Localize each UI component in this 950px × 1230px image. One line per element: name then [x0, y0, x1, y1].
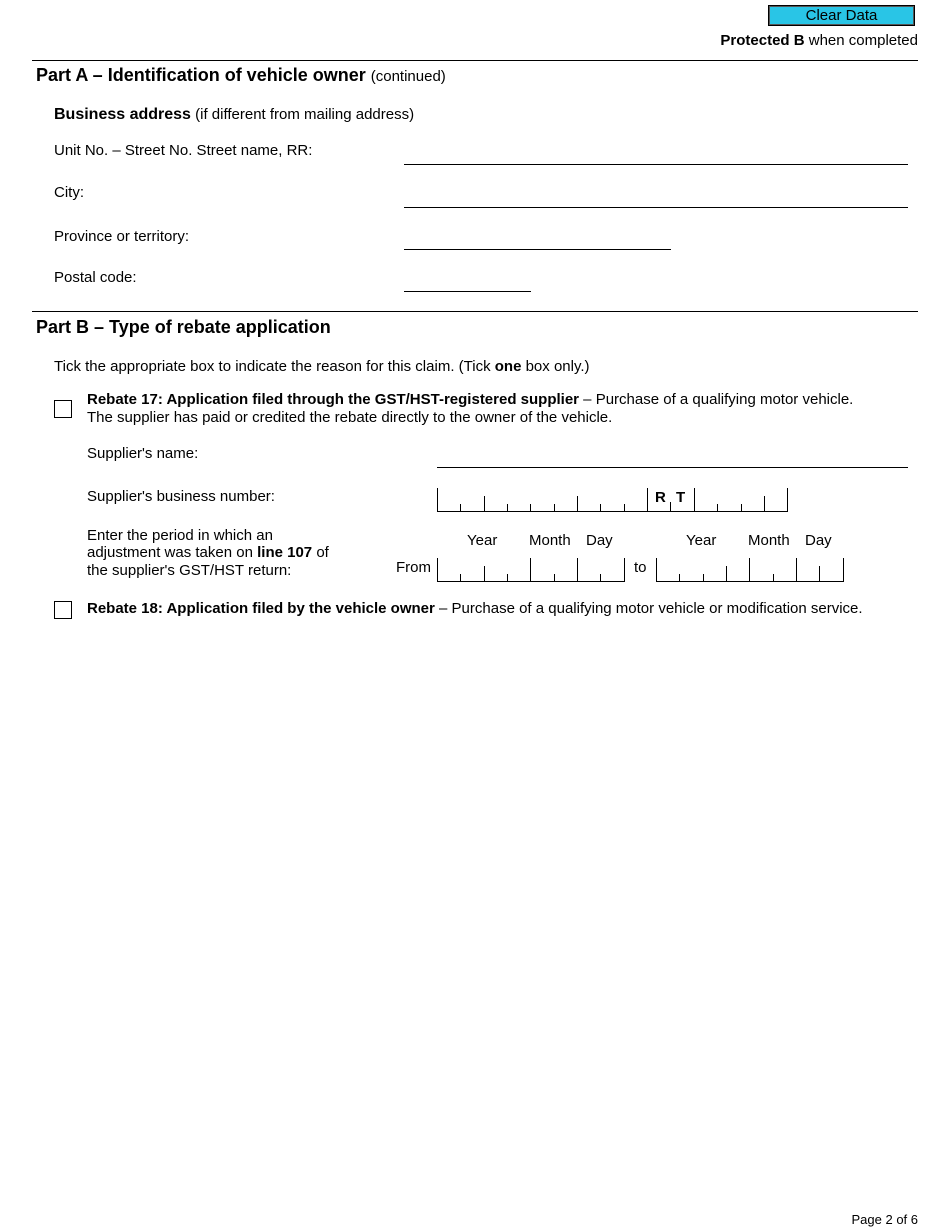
business-address-heading: Business address (if different from mailing address)	[54, 106, 415, 123]
to-label: to	[634, 559, 647, 576]
from-month-label: Month	[529, 532, 571, 549]
supplier-name-label: Supplier's name:	[87, 445, 199, 462]
clear-data-button[interactable]: Clear Data	[768, 5, 915, 26]
protected-b-notice: Protected B when completed	[720, 32, 918, 49]
part-b-instruction: Tick the appropriate box to indicate the reason for this claim. (Tick one box only.)	[54, 358, 590, 375]
rebate-17-checkbox[interactable]	[54, 400, 72, 418]
to-month-label: Month	[748, 532, 790, 549]
divider	[32, 60, 918, 61]
from-day-label: Day	[586, 532, 613, 549]
city-label: City:	[54, 184, 84, 201]
rebate-17-description: Rebate 17: Application filed through the GST/HST-registered supplier – Purchase of a qualifying motor vehicle.	[87, 391, 854, 408]
postal-code-field[interactable]	[404, 291, 531, 292]
page-number: Page 2 of 6	[851, 1212, 918, 1227]
from-date-field[interactable]	[437, 558, 625, 582]
business-number-label: Supplier's business number:	[87, 488, 275, 505]
divider	[32, 311, 918, 312]
street-label: Unit No. – Street No. Street name, RR:	[54, 142, 313, 159]
street-field[interactable]	[404, 164, 908, 165]
province-field[interactable]	[404, 249, 671, 250]
city-field[interactable]	[404, 207, 908, 208]
rebate-18-description: Rebate 18: Application filed by the vehicle owner – Purchase of a qualifying motor vehicle or modification service.	[87, 600, 863, 617]
period-label-line2: adjustment was taken on line 107 of	[87, 544, 329, 561]
to-day-label: Day	[805, 532, 832, 549]
province-label: Province or territory:	[54, 228, 190, 245]
to-date-field[interactable]	[656, 558, 844, 582]
supplier-name-field[interactable]	[437, 467, 908, 468]
part-a-title: Part A – Identification of vehicle owner (continued)	[36, 65, 446, 85]
from-label: From	[396, 559, 431, 576]
bn-letter-r: R	[655, 489, 666, 506]
to-year-label: Year	[686, 532, 717, 549]
part-b-title: Part B – Type of rebate application	[36, 317, 331, 337]
period-label-line1: Enter the period in which an	[87, 527, 273, 544]
rebate-17-description-line2: The supplier has paid or credited the rebate directly to the owner of the vehicle.	[87, 409, 613, 426]
rebate-18-checkbox[interactable]	[54, 601, 72, 619]
period-label-line3: the supplier's GST/HST return:	[87, 562, 292, 579]
business-number-field[interactable]	[437, 488, 788, 512]
from-year-label: Year	[467, 532, 498, 549]
bn-letter-t: T	[676, 489, 686, 506]
postal-code-label: Postal code:	[54, 269, 137, 286]
